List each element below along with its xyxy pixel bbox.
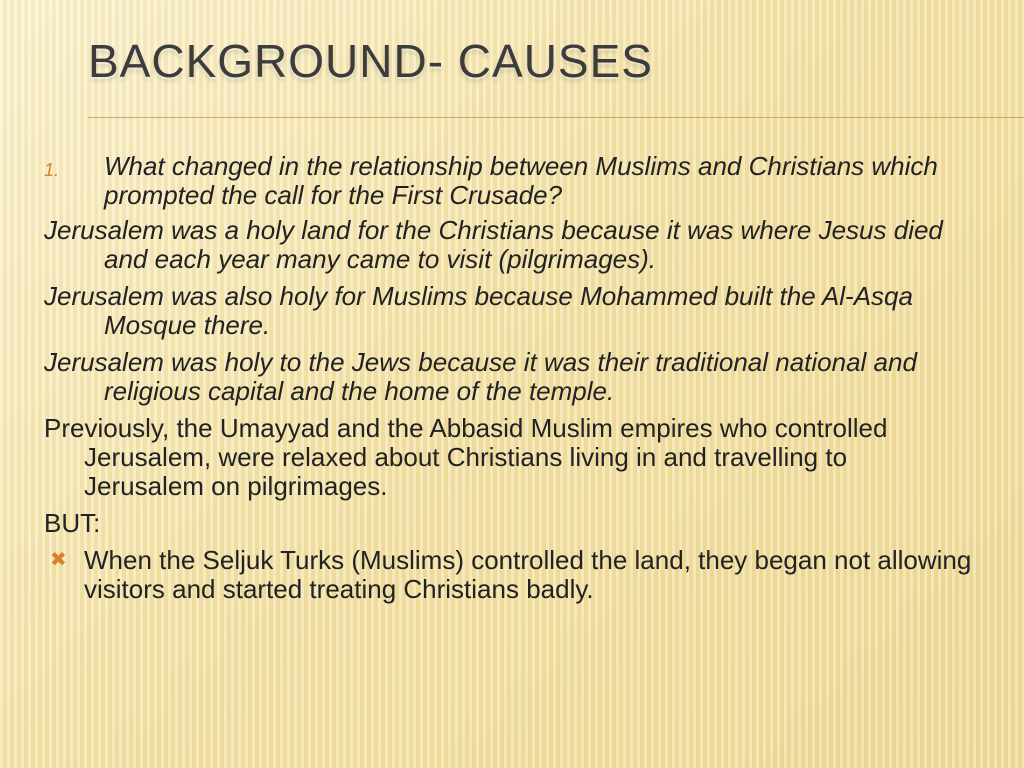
slide-title: BACKGROUND- CAUSES (88, 35, 653, 87)
bullet-item (44, 546, 974, 604)
but-label: BUT: (44, 508, 101, 538)
question-item (44, 152, 974, 210)
question-text: What changed in the relationship between Muslims and Christians which prompted the call for the First Crusade? (104, 151, 938, 210)
paragraph-christians: Jerusalem was a holy land for the Christians because it was where Jesus died and each year many came to visit (pilgrimages). (44, 215, 943, 274)
slide-body (44, 152, 974, 604)
title-divider (88, 117, 1024, 118)
paragraph-jews: Jerusalem was holy to the Jews because it was their traditional national and religious capital and the home of the temple. (44, 347, 917, 406)
paragraph-muslims: Jerusalem was also holy for Muslims because Mohammed built the Al-Asqa Mosque there. (44, 281, 913, 340)
paragraph-previously: Previously, the Umayyad and the Abbasid Muslim empires who controlled Jerusalem, were relaxed about Christians living in and travelling to Jerusalem on pilgrimages. (44, 413, 888, 501)
x-bullet-icon: ✖ (50, 549, 67, 571)
bullet-text: When the Seljuk Turks (Muslims) controlled the land, they began not allowing visitors and started treating Christians badly. (84, 545, 972, 604)
question-number: 1. (44, 160, 60, 180)
